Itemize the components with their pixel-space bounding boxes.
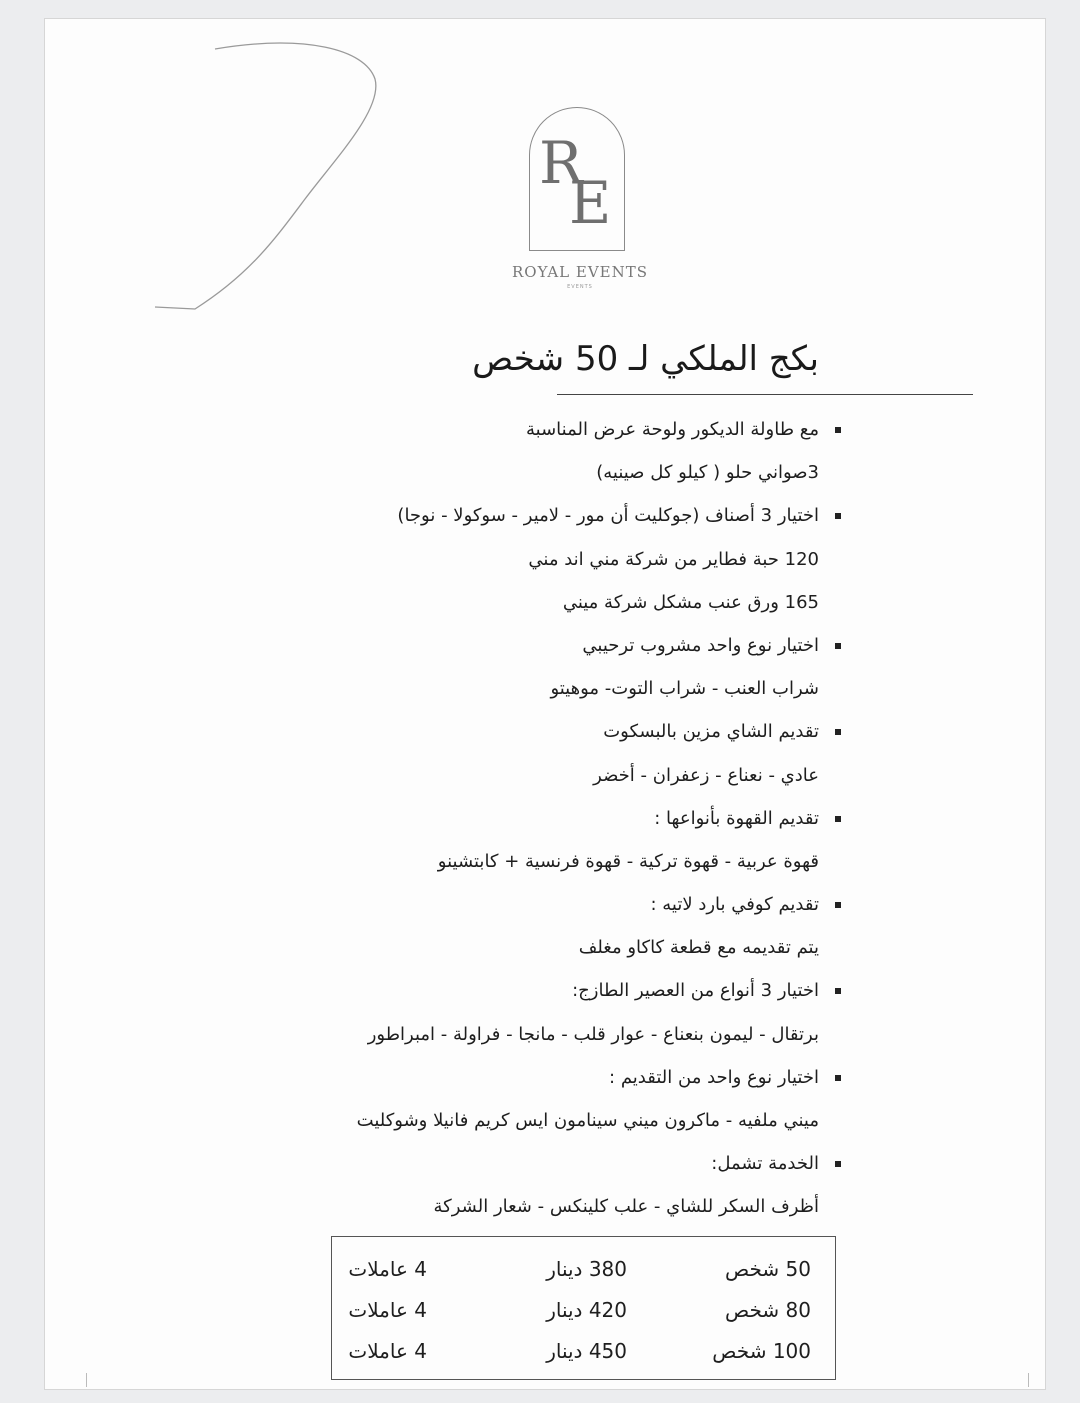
price-people: 80 شخص: [725, 1298, 811, 1322]
package-item-detail: 120 حبة فطاير من شركة مني اند مني: [528, 548, 819, 570]
package-item: مع طاولة الديكور ولوحة عرض المناسبة: [199, 412, 819, 455]
package-item-detail: قهوة عربية - قهوة تركية - قهوة فرنسية + كابتشينو: [437, 850, 819, 872]
price-people: 100 شخص: [712, 1339, 811, 1363]
package-item: اختيار نوع واحد مشروب ترحيبي: [199, 628, 819, 671]
package-item-detail: 3صواني حلو ( كيلو كل صينيه): [596, 462, 819, 484]
package-title: بكج الملكي لـ 50 شخص: [472, 339, 819, 379]
price-amount: 380 دينار: [546, 1257, 627, 1281]
package-item-detail: ميني ملفيه - ماكرون ميني سينامون ايس كريم فانيلا وشوكليت: [356, 1110, 819, 1131]
brand-tagline: EVENTS: [567, 284, 593, 290]
decorative-swirl: [155, 39, 395, 319]
package-item-detail: عادي - نعناع - زعفران - أخضر: [593, 764, 819, 786]
price-table: [331, 1236, 836, 1380]
package-item: تقديم كوفي بارد لاتيه :: [199, 887, 819, 930]
price-staff: 4 عاملات: [348, 1298, 427, 1322]
package-item-detail: 165 ورق عنب مشكل شركة ميني: [562, 591, 819, 613]
package-item-detail: شراب العنب - شراب التوت- موهيتو: [550, 678, 819, 700]
logo-letter-e: E: [569, 169, 612, 237]
price-amount: 450 دينار: [546, 1339, 627, 1363]
price-staff: 4 عاملات: [348, 1257, 427, 1281]
package-item: الخدمة تشمل:: [199, 1146, 819, 1189]
package-item: تقديم الشاي مزين بالبسكوت: [199, 714, 819, 757]
package-item: اختيار نوع واحد من التقديم :: [199, 1060, 819, 1103]
document-page: [44, 18, 1046, 1390]
package-items-list: [199, 412, 819, 1233]
brand-name: ROYAL EVENTS: [511, 263, 649, 281]
title-underline: [557, 394, 973, 395]
scan-edge-mark: [86, 1373, 87, 1387]
price-staff: 4 عاملات: [348, 1339, 427, 1363]
package-item: اختيار 3 أنواع من العصير الطازج:: [199, 973, 819, 1016]
scan-edge-mark: [1028, 1373, 1029, 1387]
price-row: [332, 1249, 835, 1289]
price-row: [332, 1290, 835, 1330]
package-item: تقديم القهوة بأنواعها :: [199, 801, 819, 844]
package-item: اختيار 3 أصناف (جوكليت أن مور - لامير - سوكولا - نوجا): [199, 498, 819, 541]
price-row: [332, 1331, 835, 1371]
package-item-detail: برتقال - ليمون بنعناع - عوار قلب - مانجا - فراولة - امبراطور: [367, 1023, 819, 1045]
brand-logo: [529, 107, 625, 251]
package-item-detail: يتم تقديمه مع قطعة كاكاو مغلف: [578, 937, 819, 959]
logo-letter-r: R: [539, 129, 583, 197]
price-amount: 420 دينار: [546, 1298, 627, 1322]
price-people: 50 شخص: [725, 1257, 811, 1281]
package-item-detail: أظرف السكر للشاي - علب كلينكس - شعار الشركة: [433, 1196, 819, 1218]
